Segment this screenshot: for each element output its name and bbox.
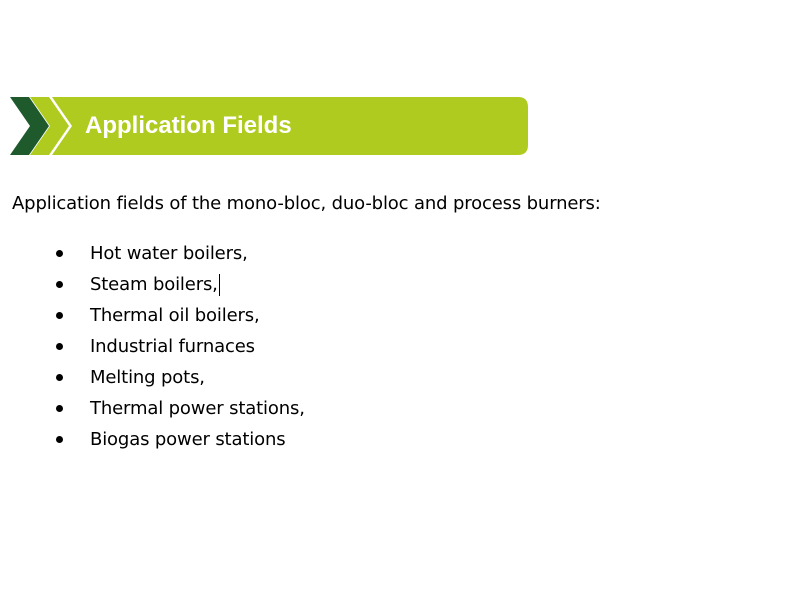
section-title: Application Fields xyxy=(85,112,292,139)
text-cursor xyxy=(219,274,220,296)
bullet-icon xyxy=(56,374,63,381)
bullet-icon xyxy=(56,343,63,350)
intro-text: Application fields of the mono-bloc, duo-bloc and process burners: xyxy=(12,193,601,214)
bullet-icon xyxy=(56,281,63,288)
bullet-icon xyxy=(56,436,63,443)
bullet-icon xyxy=(56,250,63,257)
bullet-icon xyxy=(56,312,63,319)
list-item-text: Biogas power stations xyxy=(90,429,286,450)
bullet-icon xyxy=(56,405,63,412)
list-item-text: Industrial furnaces xyxy=(90,336,255,357)
list-item-text: Hot water boilers, xyxy=(90,243,248,264)
list-item-text-wrapper[interactable] xyxy=(90,269,220,300)
list-item-text: Steam boilers, xyxy=(90,274,218,295)
list-item-text: Thermal power stations, xyxy=(90,398,305,419)
section-banner xyxy=(10,97,530,155)
list-item-text: Thermal oil boilers, xyxy=(90,305,260,326)
list-item-text: Melting pots, xyxy=(90,367,205,388)
